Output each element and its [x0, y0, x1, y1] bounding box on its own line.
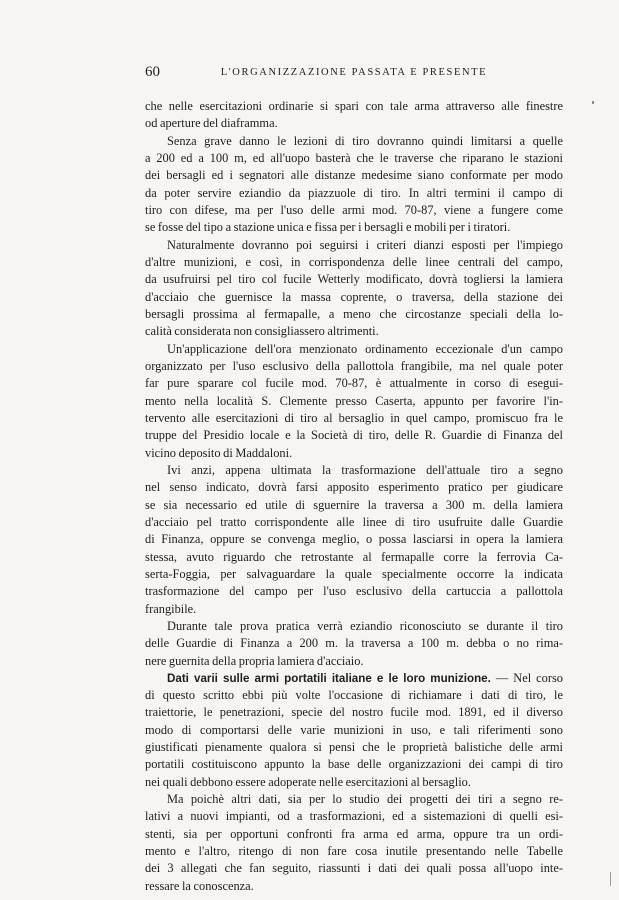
text-line	[145, 479, 563, 496]
line-text: tervento alle esercitazioni di tiro al bersaglio in quel campo, promiscuo fra le	[145, 410, 563, 425]
line-text: portatili costituiscono appunto la base delle organizzazioni dei campi di tiro	[145, 757, 563, 772]
text-line	[145, 670, 563, 687]
line-text: delle Guardie di Finanza a 200 m. la traversa a 100 m. debba o no rima-	[145, 636, 563, 651]
text-line	[145, 739, 563, 756]
text-line	[145, 826, 563, 843]
text-line	[145, 687, 563, 704]
line-text: stessa, avuto riguardo che retrostante al fermapalle corre la ferrovia Ca-	[145, 549, 563, 564]
paragraph	[145, 791, 563, 895]
line-text: se sia necessario ed utile di sguernire la traversa a 300 m. della lamiera	[145, 497, 563, 512]
paragraph	[145, 133, 563, 237]
page-number: 60	[145, 64, 160, 80]
text-line	[145, 185, 563, 202]
line-text: d'acciaio pel tratto corrispondente alle linee di tiro usufruite dalle Guardie	[145, 514, 563, 529]
line-text: se fosse del tipo a stazione unica e fissa per i bersagli e mobili per i tiratori.	[145, 220, 511, 235]
line-text: d'acciaio che guernisce la massa coprente, o traversa, della stazione dei	[145, 289, 563, 304]
text-line	[145, 410, 563, 427]
line-text: tiro con difese, ma per l'uso delle armi mod. 70-87, viene a fungere come	[145, 202, 563, 217]
text-line	[145, 756, 563, 773]
line-text: calità considerata non consigliassero altrimenti.	[145, 324, 379, 339]
text-line	[145, 774, 563, 791]
text-line	[145, 219, 563, 236]
text-line	[145, 358, 563, 375]
paragraph	[145, 618, 563, 670]
paragraph	[145, 462, 563, 618]
text-line	[145, 653, 563, 670]
text-line	[145, 601, 563, 618]
line-text: di questo scritto ebbi più volte l'occasione di richiamare i dati di tiro, le	[145, 688, 563, 703]
text-line	[145, 808, 563, 825]
line-text: Durante tale prova pratica verrà eziandio riconosciuto se durante il tiro	[167, 618, 563, 633]
text-line	[145, 289, 563, 306]
line-text: da poter servire eziandio da piazzuole di tiro. In altri termini il campo di	[145, 185, 563, 200]
paragraph	[145, 98, 563, 133]
text-line	[145, 566, 563, 583]
text-line	[145, 323, 563, 340]
section-heading: Dati varii sulle armi portatili italiane e le loro munizione.	[167, 671, 491, 685]
line-text: nei quali debbono essere adoperate nelle esercitazioni al bersaglio.	[145, 774, 471, 789]
body-text	[145, 98, 563, 895]
text-line	[145, 583, 563, 600]
text-line	[145, 635, 563, 652]
line-text: truppe del Presidio locale e la Società di tiro, delle R. Guardie di Finanza del	[145, 428, 563, 443]
line-text: da usufruirsi pel tiro col fucile Wetterly modificato, dovrà togliersi la lamiera	[145, 272, 563, 287]
page-header	[145, 64, 563, 82]
line-text: Ivi anzi, appena ultimata la trasformazione dell'attuale tiro a segno	[167, 462, 563, 477]
text-line	[145, 237, 563, 254]
line-text: od aperture del diaframma.	[145, 116, 278, 131]
text-line	[145, 306, 563, 323]
line-text: a 200 ed a 100 m, ed all'uopo basterà che le traverse che riparano le stazioni	[145, 150, 563, 165]
text-line	[145, 514, 563, 531]
text-line	[145, 860, 563, 877]
text-line	[145, 791, 563, 808]
text-line	[145, 98, 563, 115]
line-text: organizzato per l'uso esclusivo della pallottola frangibile, ma nel quale poter	[145, 358, 563, 373]
line-text: mento nella località S. Clemente presso Caserta, appunto per favorire l'in-	[145, 393, 563, 408]
line-text: — Nel corso	[495, 670, 563, 685]
line-text: d'altre munizioni, e così, in corrispondenza delle linee centrali del campo,	[145, 254, 563, 269]
text-line	[145, 843, 563, 860]
line-text: che nelle esercitazioni ordinarie si spari con tale arma attraverso alle finestre	[145, 99, 563, 113]
line-text: far pure sparare col fucile mod. 70-87, è attualmente in corso di esegui-	[145, 376, 563, 391]
text-line	[145, 462, 563, 479]
line-text: giustificati pienamente qualora si pensi che le proprietà balistiche delle armi	[145, 740, 563, 755]
text-line	[145, 167, 563, 184]
line-text: dei bersagli ed i segnatori alle distanze medesime siano conformate per modo	[145, 168, 563, 183]
text-line	[145, 271, 563, 288]
paragraph	[145, 237, 563, 341]
line-text: ressare la conoscenza.	[145, 878, 254, 893]
line-text: Ma poichè altri dati, sia per lo studio dei progetti dei tiri a segno re-	[167, 792, 563, 807]
line-text: modo di comportarsi delle varie munizioni in uso, e tali riferimenti sono	[145, 722, 563, 737]
text-line	[145, 393, 563, 410]
text-line	[145, 497, 563, 514]
line-text: Un'applicazione dell'ora menzionato ordinamento eccezionale d'un campo	[167, 341, 563, 356]
text-line	[145, 375, 563, 392]
line-text: nel senso indicato, dovrà farsi apposito esperimento pratico per giudicare	[145, 480, 563, 495]
line-text: Naturalmente dovranno poi seguirsi i criteri dianzi esposti per l'impiego	[167, 237, 563, 252]
scan-speck	[592, 101, 594, 104]
text-line	[145, 704, 563, 721]
paragraph	[145, 341, 563, 462]
text-line	[145, 445, 563, 462]
text-line	[145, 531, 563, 548]
line-text: trasformazione del campo per l'uso esclusivo della cartuccia a pallottola	[145, 584, 563, 599]
line-text: frangibile.	[145, 601, 197, 616]
text-line	[145, 341, 563, 358]
line-text: bersagli prossima al fermapalle, a meno che circostanze speciali della lo-	[145, 306, 563, 321]
text-line	[145, 150, 563, 167]
running-title: L'ORGANIZZAZIONE PASSATA E PRESENTE	[220, 67, 488, 78]
line-text: nere guernita della propria lamiera d'acciaio.	[145, 653, 364, 668]
text-line	[145, 722, 563, 739]
line-text: mento e l'altro, ritengo di non fare cosa inutile presentando nelle Tabelle	[145, 844, 563, 859]
text-line	[145, 254, 563, 271]
line-text: Senza grave danno le lezioni di tiro dovranno quindi limitarsi a quelle	[167, 133, 563, 148]
line-text: stenti, sia per opportuni confronti fra arma ed arma, oppure tra un ordi-	[145, 826, 563, 841]
line-text: di Finanza, oppure se convenga meglio, o possa lasciarsi in opera la lamiera	[145, 532, 563, 547]
line-text: serta-Foggia, per salvaguardare la quale specialmente occorre la indicata	[145, 566, 563, 581]
paragraph	[145, 670, 563, 791]
line-text: traiettorie, le penetrazioni, specie del nostro fucile mod. 1891, ed il diverso	[145, 705, 563, 720]
text-line	[145, 202, 563, 219]
line-text: dei 3 allegati che fan seguito, riassunti i dati dei quali possa all'uopo inte-	[145, 861, 563, 876]
text-line	[145, 549, 563, 566]
text-line	[145, 618, 563, 635]
text-line	[145, 427, 563, 444]
text-line	[145, 878, 563, 895]
line-text: vicino deposito di Maddaloni.	[145, 445, 293, 460]
text-line	[145, 133, 563, 150]
line-text: lativi a nuovi impianti, od a trasformazioni, ed a sistemazioni di quelli esi-	[145, 809, 563, 824]
text-line	[145, 115, 563, 132]
scan-mark	[610, 872, 611, 886]
